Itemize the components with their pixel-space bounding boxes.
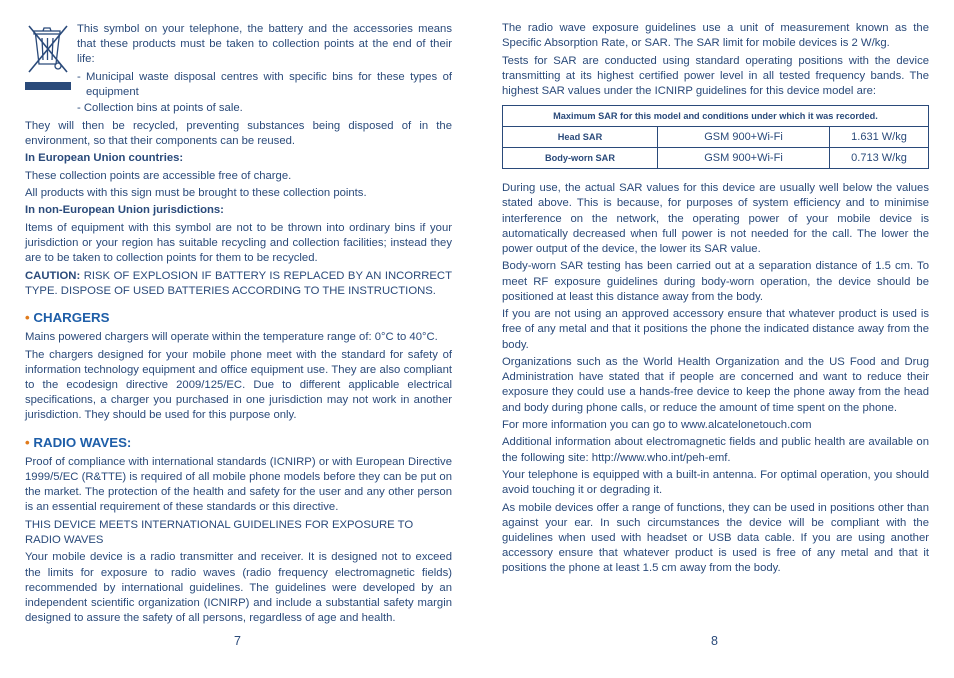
weee-intro-paragraph: This symbol on your telephone, the battery and the accessories means that these products must be taken to collection points at the end of their life: [77, 23, 452, 66]
paragraph: Body-worn SAR testing has been carried out at a separation distance of 1.5 cm. To meet RF exposure guidelines during body-worn operation, the device should be positioned at least this distance away from the body. [502, 260, 929, 303]
page-number-left: 7 [234, 634, 241, 648]
paragraph: As mobile devices offer a range of functions, they can be used in positions other than against your ear. In such circumstances the device will be compliant with the guidelines when used with headset or USB data cable. If you are using another accessory ensure that whatever product is used is free of any metal and that it positions the phone at least 1.5 cm away from the body. [502, 501, 929, 575]
paragraph: Your telephone is equipped with a built-in antenna. For optimal operation, you should avoid touching it or degrading it. [502, 468, 929, 497]
table-cell: Head SAR [503, 127, 658, 148]
list-item: - Collection bins at points of sale. [77, 102, 243, 115]
table-cell: GSM 900+Wi-Fi [658, 127, 830, 148]
weee-notice-text [77, 22, 452, 116]
paragraph: Organizations such as the World Health Organization and the US Food and Drug Administration have stated that if people are concerned and want to reduce their exposure they could use a hands-free device to keep the phone away from the head and body during phone calls, or reduce the amount of time spent on the phone. [502, 356, 929, 414]
eu-heading: In European Union countries: [25, 152, 184, 165]
table-cell: GSM 900+Wi-Fi [658, 148, 830, 169]
bullet-icon: • [25, 309, 30, 325]
sar-table-header: Maximum SAR for this model and conditions under which it was recorded. [503, 106, 929, 127]
page-number-right: 8 [711, 634, 718, 648]
non-eu-heading: In non-European Union jurisdictions: [25, 204, 224, 217]
collection-points-list [77, 70, 452, 100]
table-row [503, 106, 929, 127]
paragraph: They will then be recycled, preventing substances being disposed of in the environment, so that their components can be reused. [25, 119, 452, 147]
paragraph: Items of equipment with this symbol are not to be thrown into ordinary bins if your jurisdiction or your region has suitable recycling and collection facilities; instead they are to be taken to collection points for them to be recycled. [25, 221, 452, 265]
paragraph: Tests for SAR are conducted using standard operating positions with the device transmitting at its highest certified power level in all tested frequency bands. The highest SAR values under the ICNIRP guidelines for this device model are: [502, 54, 929, 97]
table-cell: 0.713 W/kg [830, 148, 929, 169]
caution-text: RISK OF EXPLOSION IF BATTERY IS REPLACED BY AN INCORRECT TYPE. DISPOSE OF USED BATTERIES ACCORDING TO THE INSTRUCTIONS. [25, 269, 452, 297]
right-page-column [502, 21, 929, 579]
paragraph: All products with this sign must be brought to these collection points. [25, 186, 367, 199]
paragraph: If you are not using an approved accessory ensure that whatever product is used is free of any metal and that it positions the phone the indicated distance away from the body. [502, 308, 929, 351]
left-page-column [25, 22, 452, 629]
paragraph: For more information you can go to www.alcatelonetouch.com [502, 419, 812, 431]
paragraph: THIS DEVICE MEETS INTERNATIONAL GUIDELINES FOR EXPOSURE TO RADIO WAVES [25, 518, 414, 546]
table-row [503, 148, 929, 169]
table-cell: 1.631 W/kg [830, 127, 929, 148]
paragraph: During use, the actual SAR values for this device are usually well below the values stated above. This is because, for purposes of system efficiency and to minimise interference on the network, the operating power of your mobile device is automatically decreased when full power is not needed for the call. The lower the power output of the device, the lower its SAR value. [502, 182, 929, 256]
paragraph: These collection points are accessible free of charge. [25, 169, 292, 182]
weee-notice [25, 22, 452, 116]
chargers-heading: • CHARGERS [25, 309, 110, 325]
sar-table [502, 105, 929, 169]
paragraph: Mains powered chargers will operate within the temperature range of: 0°C to 40°C. [25, 331, 438, 344]
caution-label: CAUTION: [25, 269, 81, 282]
paragraph: Additional information about electromagnetic fields and public health are available on the following site: http://www.who.int/peh-emf. [502, 436, 929, 464]
bullet-icon: • [25, 434, 30, 450]
table-row [503, 127, 929, 148]
paragraph: Proof of compliance with international standards (ICNIRP) or with European Directive 1999/5/EC (R&TTE) is required of all mobile phone models before they can be put on the market. The protection of the health and safety for the user and any other person is an essential requirement of these standards or this directive. [25, 455, 452, 514]
crossed-out-wheelie-bin-icon [25, 22, 71, 90]
paragraph: The chargers designed for your mobile phone meet with the standard for safety of information technology equipment and office equipment use. They are also compliant to the ecodesign directive 2009/125/EC. Due to different applicable electrical specifications, a charger you purchased in one jurisdiction may not work in another jurisdiction. They should be used for this purpose only. [25, 348, 452, 422]
paragraph: The radio wave exposure guidelines use a unit of measurement known as the Specific Absorption Rate, or SAR. The SAR limit for mobile devices is 2 W/kg. [502, 22, 929, 50]
caution-paragraph [25, 269, 452, 299]
radio-waves-heading: • RADIO WAVES: [25, 434, 132, 450]
paragraph: Your mobile device is a radio transmitter and receiver. It is designed not to exceed the limits for exposure to radio waves (radio frequency electromagnetic fields) recommended by international guidelines. The guidelines were developed by an independent scientific organization (ICNIRP) and include a substantial safety margin designed to assure the safety of all persons, regardless of age and health. [25, 551, 452, 625]
list-item: - Municipal waste disposal centres with specific bins for these types of equipment [77, 70, 452, 98]
table-cell: Body-worn SAR [503, 148, 658, 169]
